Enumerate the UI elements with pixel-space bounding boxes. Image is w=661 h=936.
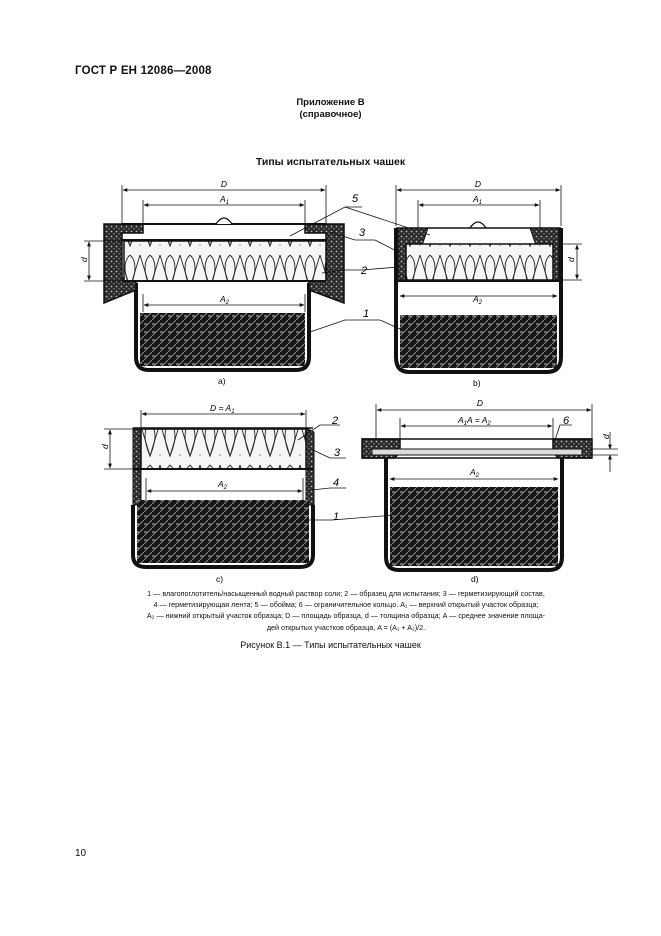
cup-b-sublabel: b) <box>473 378 481 388</box>
cup-b-A2-label: $A_2$ <box>473 294 483 306</box>
cup-c-band-left <box>133 428 141 505</box>
page-number: 10 <box>75 848 87 859</box>
annex-type: (справочное) <box>299 109 362 120</box>
cup-c-D-A1-label: $D = A_1$ <box>210 403 235 415</box>
cup-b-desiccant <box>400 315 557 368</box>
cup-b-specimen <box>406 244 553 280</box>
cup-c-d-label: d <box>100 444 110 449</box>
cup-d-D-label: D <box>476 398 484 408</box>
cup-d-A2-label: $A_2$ <box>470 467 480 479</box>
annex-name: Приложение В <box>296 97 365 108</box>
cup-d <box>362 398 618 584</box>
cup-b-d-label: d <box>566 257 576 262</box>
callout-2-ab: 2 <box>361 265 368 277</box>
cup-a-A1-label: $A_1$ <box>220 194 230 206</box>
cup-d-sublabel: d) <box>471 574 479 584</box>
document-header: ГОСТ Р ЕН 12086—2008 <box>75 65 212 77</box>
callout-1-c: 1 <box>333 511 340 523</box>
cup-a-A2-label: $A_2$ <box>220 294 230 306</box>
legend-line-2: 4 — герметизирующая лента; 5 — обойма; 6 — ограничительное кольцо. A₁ — верхний открытый участок образца; <box>153 600 539 610</box>
cup-c-specimen <box>141 429 306 469</box>
cup-a-desiccant <box>140 313 305 366</box>
figure-section-title: Типы испытательных чашек <box>255 156 406 168</box>
legend-line-3: A₂ — нижний открытый участок образца; D — площадь образца, d — толщина образца; A — среднее значение площа- <box>146 611 546 621</box>
cup-b <box>396 179 582 388</box>
figure-legend <box>92 588 600 633</box>
cup-a-specimen <box>124 241 326 281</box>
legend-line-4: дей открытых участков образца, A = (A₁ + A₂)/2. <box>266 622 426 632</box>
callout-6-d: 6 <box>563 415 570 427</box>
cup-c <box>100 403 314 584</box>
cup-d-A1-A2-label: $A_1A = A_2$ <box>458 415 491 427</box>
cup-a <box>79 179 344 386</box>
callout-3-ab: 3 <box>359 227 366 239</box>
cup-d-desiccant <box>390 487 558 566</box>
callout-5-ab: 5 <box>352 193 359 205</box>
figure-caption: Рисунок В.1 — Типы испытательных чашек <box>240 640 421 650</box>
cup-b-D-label: D <box>474 179 482 189</box>
cup-c-band-right <box>306 428 314 505</box>
callout-2-c: 2 <box>332 415 339 427</box>
cup-a-D-label: D <box>220 179 228 189</box>
legend-line-1: 1 — влагопоглотитель/насыщенный водный раствор соли; 2 — образец для испытания; 3 — герметизирующий состав, <box>147 589 545 598</box>
cup-c-desiccant <box>137 500 309 563</box>
cup-a-d-label: d <box>79 257 89 262</box>
callout-1-ab: 1 <box>363 308 370 320</box>
cup-a-sublabel: а) <box>218 376 226 386</box>
cup-d-d-label: d <box>601 434 611 439</box>
cup-b-A1-label: $A_1$ <box>473 194 483 206</box>
cup-c-sublabel: c) <box>216 574 224 584</box>
cup-d-specimen <box>372 449 582 455</box>
callout-4-c: 4 <box>333 477 340 489</box>
callout-3-c: 3 <box>334 447 341 459</box>
cup-c-A2-label: $A_2$ <box>218 479 228 491</box>
